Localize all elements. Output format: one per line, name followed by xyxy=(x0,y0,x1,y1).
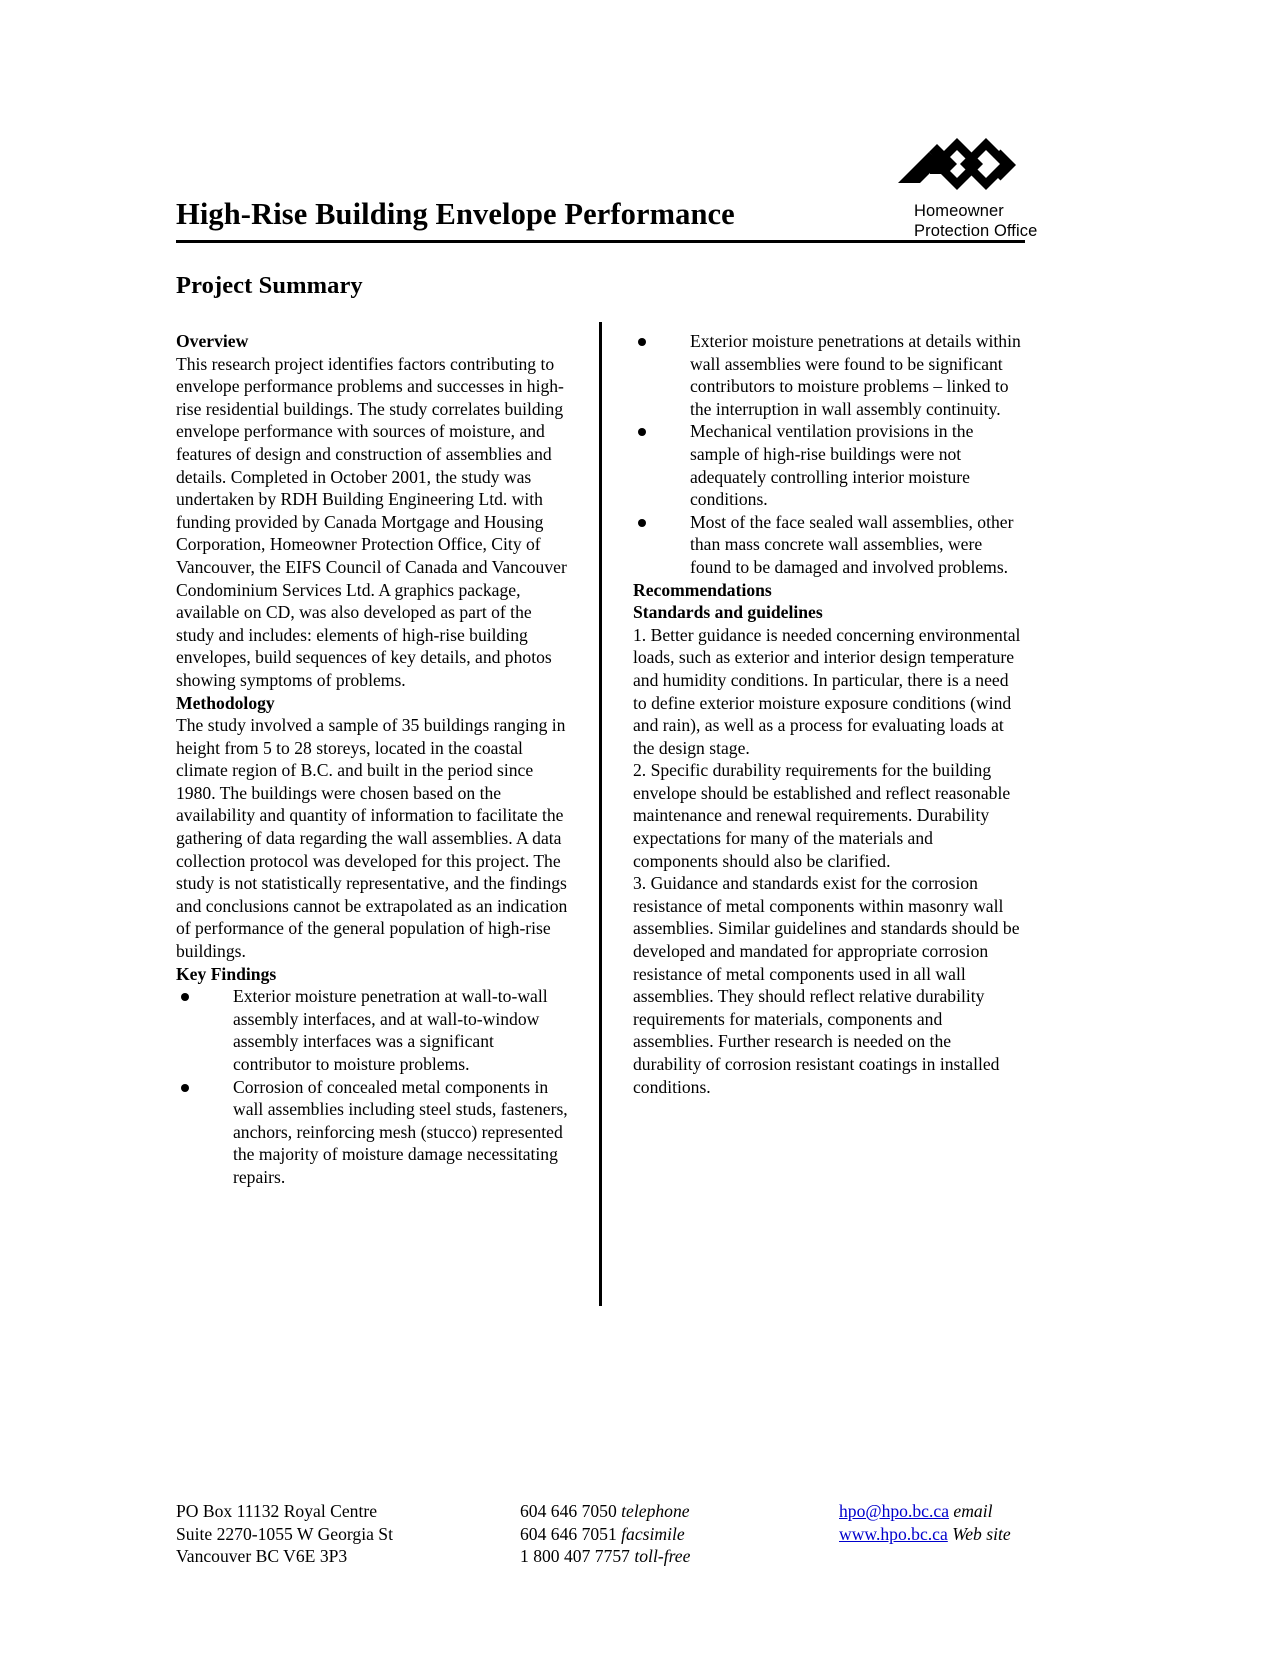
standards-and-guidelines-heading: Standards and guidelines xyxy=(633,602,823,623)
bullet-dot-icon xyxy=(638,519,646,527)
title-divider-rule xyxy=(176,240,1025,243)
key-findings-heading: Key Findings xyxy=(176,963,277,984)
list-item xyxy=(176,985,568,1075)
page-title: High-Rise Building Envelope Performance xyxy=(176,197,735,231)
logo-caption-line-2: Protection Office xyxy=(914,221,1038,240)
address-line-1: PO Box 11132 Royal Centre xyxy=(176,1501,378,1521)
recommendations-heading: Recommendations xyxy=(633,579,772,600)
list-item-text: Mechanical ventilation provisions in the sample of high-rise buildings were not adequately controlling interior moisture conditions. xyxy=(690,421,974,510)
recommendation-3: 3. Guidance and standards exist for the corrosion resistance of metal components within masonry wall assemblies. Similar guidelines and standards should be developed and mandated for appropriate corrosion resistance of metal components used in all wall assemblies. They should reflect relative durability requirements for materials, components and assemblies. Further research is needed on the durability of corrosion resistant coatings in installed conditions. xyxy=(633,873,1020,1097)
list-item-text: Exterior moisture penetrations at details within wall assemblies were found to be significant contributors to moisture problems – linked to the interruption in wall assembly continuity. xyxy=(690,331,1021,419)
logo-caption xyxy=(914,202,1040,241)
tollfree-label: toll-free xyxy=(634,1546,691,1566)
logo-caption-line-1: Homeowner xyxy=(914,202,1004,220)
telephone-label: telephone xyxy=(621,1501,690,1521)
bullet-dot-icon xyxy=(181,1084,189,1092)
address-line-3: Vancouver BC V6E 3P3 xyxy=(176,1546,348,1566)
list-item xyxy=(633,420,1021,510)
tollfree-number: 1 800 407 7757 xyxy=(520,1546,630,1566)
footer-phone-numbers xyxy=(520,1500,690,1568)
address-line-2: Suite 2270-1055 W Georgia St xyxy=(176,1523,393,1544)
facsimile-row xyxy=(520,1523,690,1546)
list-item xyxy=(176,1076,568,1189)
website-link[interactable]: www.hpo.bc.ca xyxy=(839,1523,948,1544)
footer-contact-block xyxy=(176,1500,1036,1580)
list-item-text: Most of the face sealed wall assemblies, other than mass concrete wall assemblies, were found to be damaged and involved problems. xyxy=(690,511,1014,577)
footer-web-links xyxy=(839,1500,1011,1545)
email-link[interactable]: hpo@hpo.bc.ca xyxy=(839,1501,950,1521)
overview-body: This research project identifies factors contributing to envelope performance problems and successes in high-rise residential buildings. The study correlates building envelope performance with sources of moisture, and features of design and construction of assemblies and details. Completed in October 2001, the study was undertaken by RDH Building Engineering Ltd. with funding provided by Canada Mortgage and Housing Corporation, Homeowner Protection Office, City of Vancouver, the EIFS Council of Canada and Vancouver Condominium Services Ltd. A graphics package, available on CD, was also developed as part of the study and includes: elements of high-rise building envelopes, build sequences of key details, and photos showing symptoms of problems. xyxy=(176,353,567,690)
list-item-text: Corrosion of concealed metal components in wall assemblies including steel studs, fasteners, anchors, reinforcing mesh (stucco) represented the majority of moisture damage necessitating repairs. xyxy=(233,1076,568,1187)
website-row xyxy=(839,1523,1011,1546)
column-divider-rule xyxy=(599,322,602,1306)
website-label: Web site xyxy=(952,1523,1011,1544)
email-row xyxy=(839,1500,1011,1523)
left-column xyxy=(176,330,568,1189)
list-item xyxy=(633,330,1021,420)
recommendation-2: 2. Specific durability requirements for the building envelope should be established and reflect reasonable maintenance and renewal requirements. Durability expectations for many of the materials and components should also be clarified. xyxy=(633,760,1011,871)
methodology-heading: Methodology xyxy=(176,692,275,713)
hpo-roof-diamonds-logo-icon xyxy=(898,136,1028,198)
key-findings-list-continued xyxy=(633,330,1021,579)
facsimile-number: 604 646 7051 xyxy=(520,1523,617,1544)
footer-address xyxy=(176,1500,393,1568)
page-subtitle: Project Summary xyxy=(176,272,363,299)
bullet-dot-icon xyxy=(638,338,646,346)
hpo-logo-block xyxy=(890,136,1040,241)
list-item xyxy=(633,511,1021,579)
bullet-dot-icon xyxy=(638,428,646,436)
list-item-text: Exterior moisture penetration at wall-to-wall assembly interfaces, and at wall-to-window assembly interfaces was a significant contributor to moisture problems. xyxy=(233,986,548,1074)
telephone-number: 604 646 7050 xyxy=(520,1501,617,1521)
email-label: email xyxy=(953,1501,993,1521)
methodology-body: The study involved a sample of 35 buildings ranging in height from 5 to 28 storeys, located in the coastal climate region of B.C. and built in the period since 1980. The buildings were chosen based on the availability and quantity of information to facilitate the gathering of data regarding the wall assemblies. A data collection protocol was developed for this project. The study is not statistically representative, and the findings and conclusions cannot be extrapolated as an indication of performance of the general population of high-rise buildings. xyxy=(176,715,568,962)
recommendation-1: 1. Better guidance is needed concerning environmental loads, such as exterior and interior design temperature and humidity conditions. In particular, there is a need to define exterior moisture exposure conditions (wind and rain), as well as a process for evaluating loads at the design stage. xyxy=(633,624,1021,758)
key-findings-list xyxy=(176,985,568,1188)
bullet-dot-icon xyxy=(181,993,189,1001)
telephone-row xyxy=(520,1500,690,1523)
overview-heading: Overview xyxy=(176,331,249,351)
facsimile-label: facsimile xyxy=(621,1523,685,1544)
right-column xyxy=(633,330,1021,1098)
tollfree-row xyxy=(520,1545,690,1568)
